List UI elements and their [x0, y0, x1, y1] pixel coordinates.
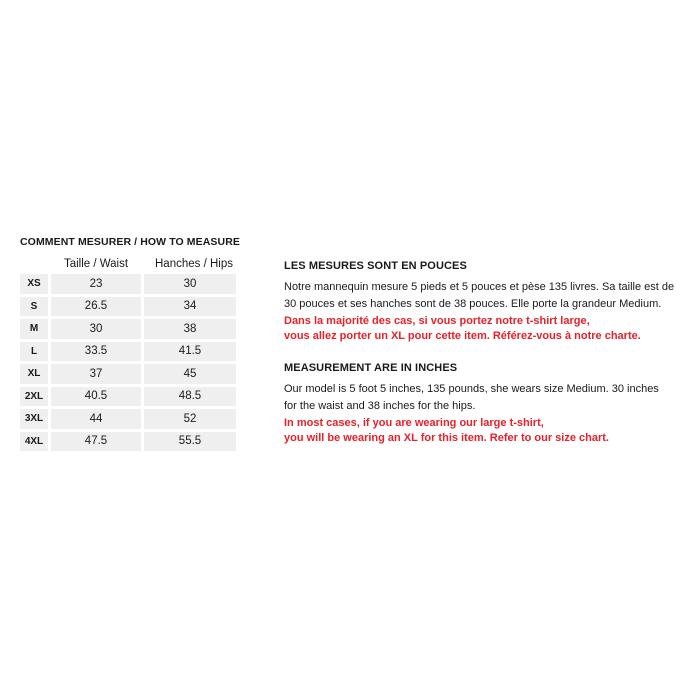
table-row [20, 409, 236, 429]
table-row [20, 342, 236, 362]
french-body-line: Notre mannequin mesure 5 pieds et 5 pouces et pèse 135 livres. Sa taille est de [284, 281, 675, 293]
english-body-line: for the waist and 38 inches for the hips. [284, 400, 476, 412]
english-body-line: Our model is 5 foot 5 inches, 135 pounds, she wears size Medium. 30 inches [284, 383, 659, 395]
waist-value: 33.5 [51, 342, 141, 362]
hips-value: 38 [144, 319, 236, 339]
english-body [284, 381, 700, 415]
hips-value: 45 [144, 364, 236, 384]
english-size-note [284, 416, 700, 446]
french-note-line: vous allez porter un XL pour cette item. Référez-vous à notre charte. [284, 330, 641, 342]
size-table-title: COMMENT MESURER / HOW TO MEASURE [20, 236, 241, 248]
size-label: 2XL [20, 387, 48, 407]
size-chart-table [17, 271, 239, 454]
waist-value: 26.5 [51, 297, 141, 317]
hips-column-header: Hanches / Hips [155, 258, 233, 270]
waist-value: 40.5 [51, 387, 141, 407]
hips-value: 55.5 [144, 432, 236, 452]
hips-value: 52 [144, 409, 236, 429]
english-note-line: you will be wearing an XL for this item. Refer to our size chart. [284, 432, 609, 444]
waist-value: 30 [51, 319, 141, 339]
english-heading: MEASUREMENT ARE IN INCHES [284, 362, 458, 374]
size-label: S [20, 297, 48, 317]
waist-value: 44 [51, 409, 141, 429]
size-label: 3XL [20, 409, 48, 429]
hips-value: 34 [144, 297, 236, 317]
waist-value: 37 [51, 364, 141, 384]
french-body-line: 30 pouces et ses hanches sont de 38 pouces. Elle porte la grandeur Medium. [284, 298, 662, 310]
hips-value: 48.5 [144, 387, 236, 407]
french-measurement-info [284, 260, 700, 344]
table-row [20, 297, 236, 317]
table-row [20, 364, 236, 384]
french-body [284, 279, 700, 313]
hips-value: 41.5 [144, 342, 236, 362]
french-heading: LES MESURES SONT EN POUCES [284, 260, 467, 272]
table-row [20, 432, 236, 452]
size-label: M [20, 319, 48, 339]
waist-value: 47.5 [51, 432, 141, 452]
table-row [20, 274, 236, 294]
french-note-line: Dans la majorité des cas, si vous portez notre t-shirt large, [284, 315, 590, 327]
waist-value: 23 [51, 274, 141, 294]
size-label: L [20, 342, 48, 362]
table-row [20, 387, 236, 407]
table-row [20, 319, 236, 339]
french-size-note [284, 314, 700, 344]
hips-value: 30 [144, 274, 236, 294]
size-label: 4XL [20, 432, 48, 452]
size-label: XS [20, 274, 48, 294]
english-measurement-info [284, 362, 700, 446]
english-note-line: In most cases, if you are wearing our large t-shirt, [284, 417, 544, 429]
waist-column-header: Taille / Waist [63, 258, 129, 270]
size-label: XL [20, 364, 48, 384]
